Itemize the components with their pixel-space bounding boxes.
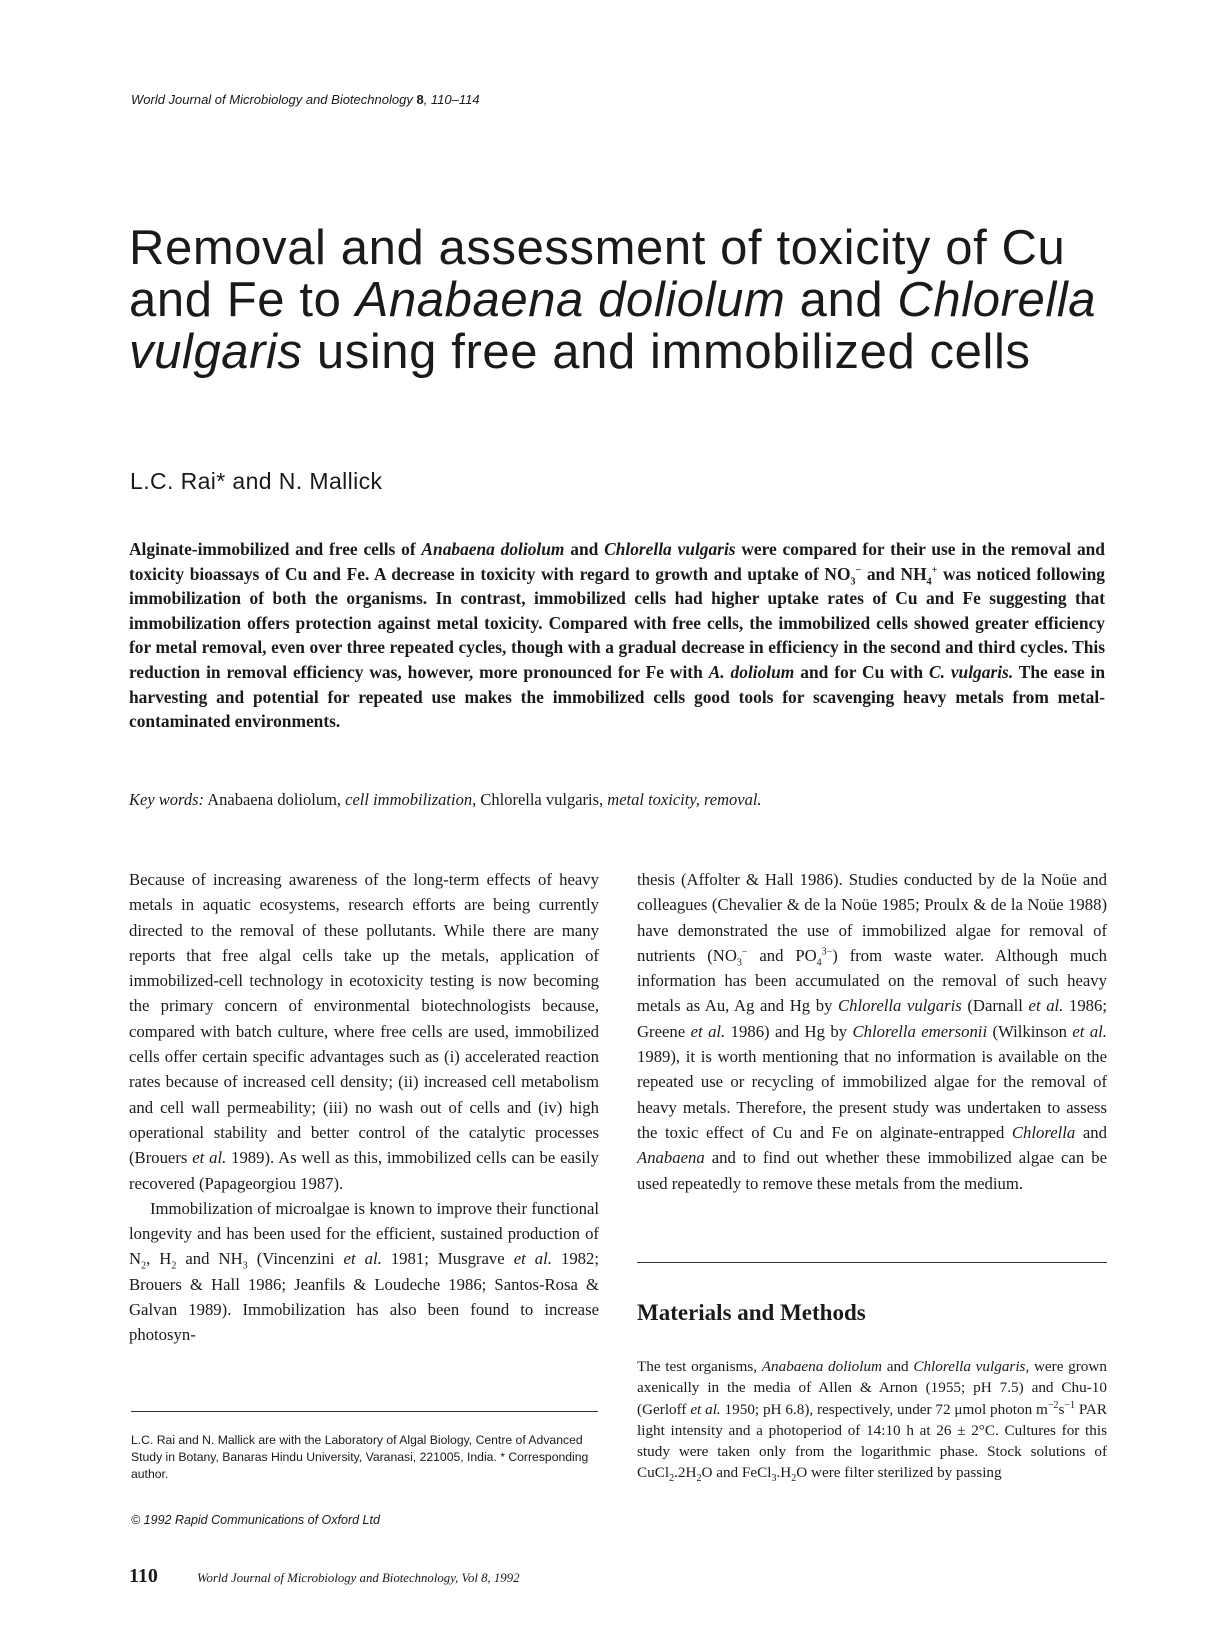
author-list: L.C. Rai* and N. Mallick	[130, 468, 383, 494]
author-footnote: L.C. Rai and N. Mallick are with the Laboratory of Algal Biology, Centre of Advanced Study in Botany, Banaras Hindu University, Varanasi, 221005, India. * Corresponding author.	[131, 1433, 589, 1481]
body-column-left	[129, 867, 599, 1348]
journal-volume: 8	[416, 92, 424, 107]
journal-name: World Journal of Microbiology and Biotechnology	[131, 92, 413, 107]
copyright-notice: © 1992 Rapid Communications of Oxford Ltd	[131, 1513, 380, 1527]
section-divider	[637, 1262, 1107, 1263]
footer-journal: World Journal of Microbiology and Biotechnology, Vol 8, 1992	[197, 1571, 520, 1585]
section-heading: Materials and Methods	[637, 1300, 866, 1325]
body-paragraph: Because of increasing awareness of the long-term effects of heavy metals in aquatic ecosystems, research efforts are being currently directed to the removal of these pollutants. While there are many reports that free algal cells take up the metals, application of immobilized-cell technology in ecotoxicity testing is now becoming the primary concern of environmental biotechnologists because, compared with batch culture, where free cells are used, immobilized cells offer certain specific advantages such as (i) accelerated reaction rates because of increased cell density; (ii) increased cell metabolism and cell wall permeability; (iii) no wash out of cells and (iv) high operational stability and better control of the catalytic processes (Brouers et al. 1989). As well as this, immobilized cells can be easily recovered (Papageorgiou 1987).	[129, 870, 600, 1193]
body-paragraph: thesis (Affolter & Hall 1986). Studies conducted by de la Noüe and colleagues (Chevalier & de la Noüe 1985; Proulx & de la Noüe 1988) have demonstrated the use of immobilized algae for removal of nutrients ($NO_3^-$ and $PO_4^{3-}$) from waste water. Although much information has been accumulated on the removal of such heavy metals as Au, Ag and Hg by Chlorella vulgaris (Darnall et al. 1986; Greene et al. 1986) and Hg by Chlorella emersonii (Wilkinson et al. 1989), it is worth mentioning that no information is available on the repeated use or recycling of immobilized algae for the removal of heavy metals. Therefore, the present study was undertaken to assess the toxic effect of Cu and Fe on alginate-entrapped Chlorella and Anabaena and to find out whether these immobilized algae can be used repeatedly to remove these metals from the medium.	[637, 870, 1107, 1193]
footnote-divider	[131, 1411, 598, 1412]
journal-pages: , 110–114	[423, 92, 480, 107]
page-number: 110	[129, 1565, 158, 1587]
abstract: Alginate-immobilized and free cells of Anabaena doliolum and Chlorella vulgaris were compared for their use in the removal and toxicity bioassays of Cu and Fe. A decrease in toxicity with regard to growth and uptake of $NO_3^-$ and $NH_4^+$ was noticed following immobilization of both the organisms. In contrast, immobilized cells had higher uptake rates of Cu and Fe suggesting that immobilization offers protection against metal toxicity. Compared with free cells, the immobilized cells showed greater efficiency for metal removal, even over three repeated cycles, though with a gradual decrease in efficiency in the second and third cycles. This reduction in removal efficiency was, however, more pronounced for Fe with A. doliolum and for Cu with C. vulgaris. The ease in harvesting and potential for repeated use makes the immobilized cells good tools for scavenging heavy metals from metal-contaminated environments.	[129, 539, 1106, 732]
body-paragraph: Immobilization of microalgae is known to improve their functional longevity and has been used for the efficient, sustained production of $N_2$, $H_2$ and $NH_3$ (Vincenzini et al. 1981; Musgrave et al. 1982; Brouers & Hall 1986; Jeanfils & Loudeche 1986; Santos-Rosa & Galvan 1989). Immobilization has also been found to increase photosyn-	[129, 1198, 599, 1345]
article-title: Removal and assessment of toxicity of Cu and Fe to Anabaena doliolum and Chlorella vulgaris using free and immobilized cells	[129, 221, 1097, 379]
keywords: Key words: Anabaena doliolum, cell immobilization, Chlorella vulgaris, metal toxicity, removal.	[129, 790, 762, 809]
running-header	[131, 92, 480, 107]
methods-paragraph: The test organisms, Anabaena doliolum and Chlorella vulgaris, were grown axenically in the media of Allen & Arnon (1955; pH 7.5) and Chu-10 (Gerloff et al. 1950; pH 6.8), respectively, under 72 μmol photon $m^{-2}s^{-1}$ PAR light intensity and a photoperiod of 14:10 h at 26 ± 2°C. Cultures for this study were taken only from the logarithmic phase. Stock solutions of $CuCl_2.2H_2O$ and $FeCl_3.H_2O$ were filter sterilized by passing	[637, 1358, 1108, 1485]
body-column-right	[637, 867, 1107, 1196]
